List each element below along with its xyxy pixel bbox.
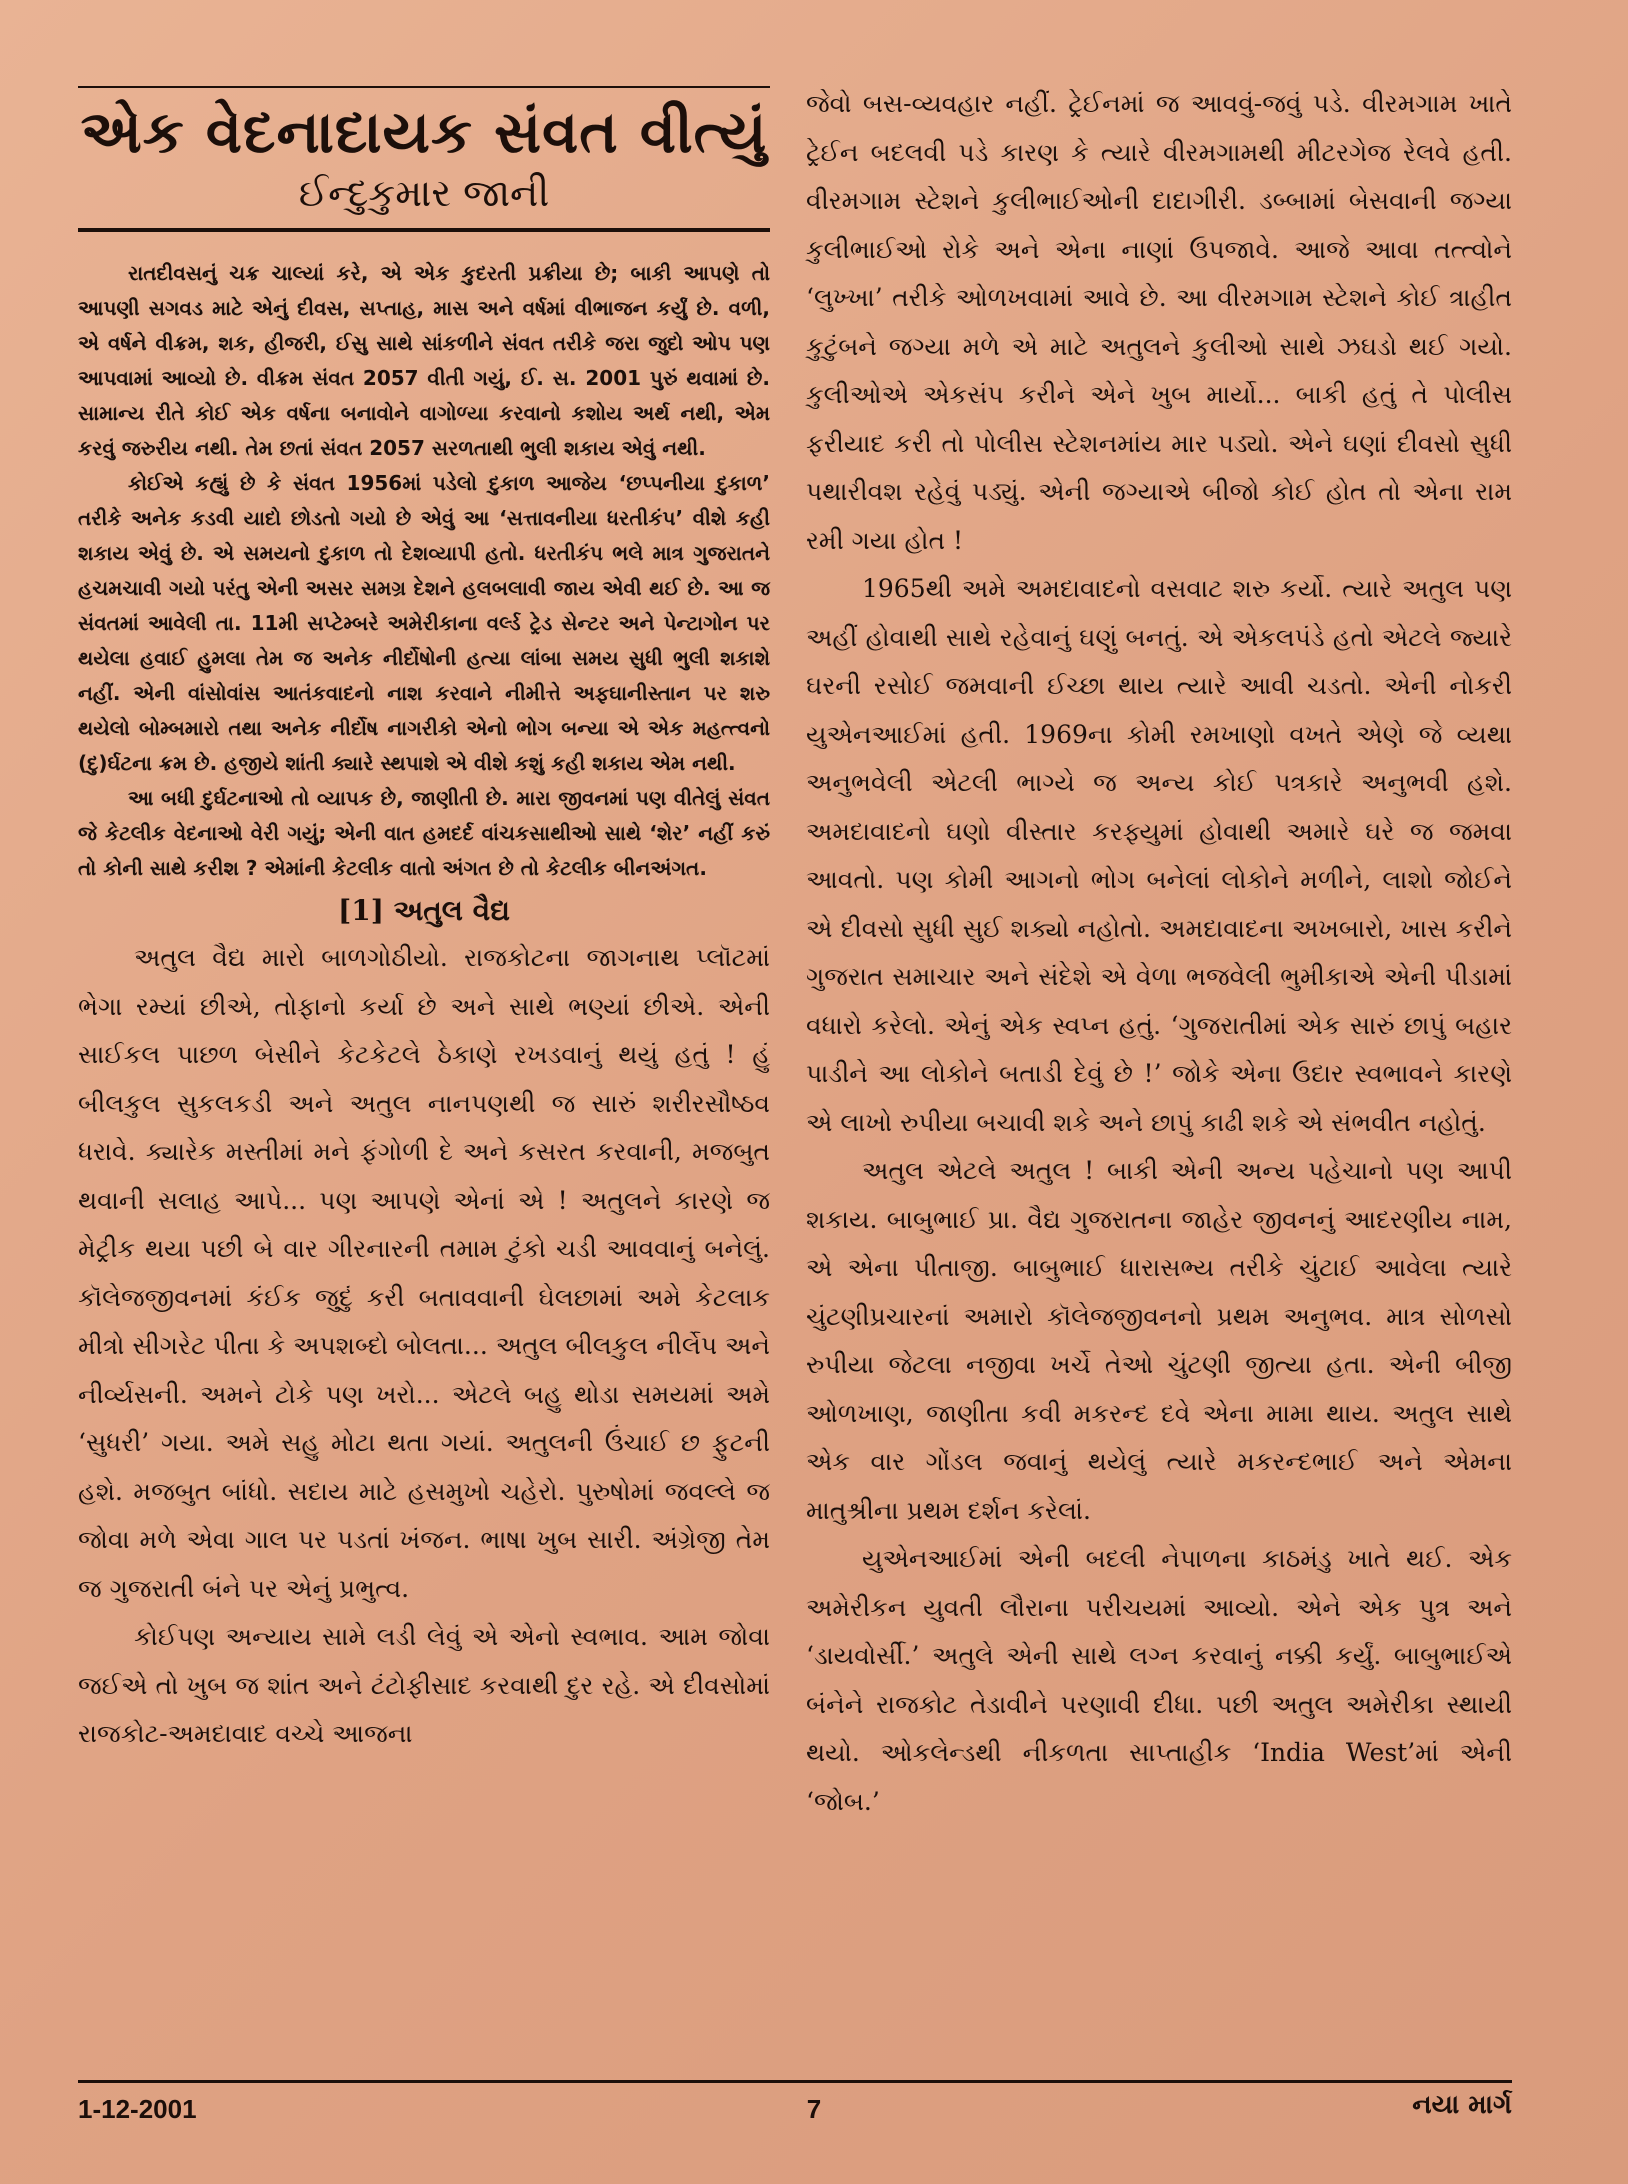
left-body-text xyxy=(78,934,770,1759)
body-paragraph: 1965થી અમે અમદાવાદનો વસવાટ શરુ કર્યો. ત્યારે અતુલ પણ અહીં હોવાથી સાથે રહેવાનું ઘણું બનતું. એ એકલપંડે હતો એટલે જ્યારે ઘરની રસોઈ જમવાની ઈચ્છા થાય ત્યારે આવી ચડતો. એની નોકરી યુએનઆઈમાં હતી. 1969ના કોમી રમખાણો વખતે એણે જે વ્યથા અનુભવેલી એટલી ભાગ્યે જ અન્ય કોઈ પત્રકારે અનુભવી હશે. અમદાવાદનો ઘણો વીસ્તાર કરફ્યુમાં હોવાથી અમારે ઘરે જ જમવા આવતો. પણ કોમી આગનો ભોગ બનેલાં લોકોને મળીને, લાશો જોઈને એ દીવસો સુધી સુઈ શક્યો નહોતો. અમદાવાદના અખબારો, ખાસ કરીને ગુજરાત સમાચાર અને સંદેશે એ વેળા ભજવેલી ભુમીકાએ એની પીડામાં વધારો કરેલો. એનું એક સ્વપ્ન હતું. ‘ગુજરાતીમાં એક સારું છાપું બહાર પાડીને આ લોકોને બતાડી દેવું છે !’ જોકે એના ઉદાર સ્વભાવને કારણે એ લાખો રુપીયા બચાવી શકે અને છાપું કાઢી શકે એ સંભવીત નહોતું. xyxy=(806,574,1512,1137)
right-body-text xyxy=(806,80,1512,1826)
body-paragraph: અતુલ વૈદ્ય મારો બાળગોઠીયો. રાજકોટના જાગનાથ પ્લૉટમાં ભેગા રમ્યાં છીએ, તોફાનો કર્યા છે અને સાથે ભણ્યાં છીએ. એની સાઈકલ પાછળ બેસીને કેટકેટલે ઠેકાણે રખડવાનું થયું હતું ! હું બીલકુલ સુકલકડી અને અતુલ નાનપણથી જ સારું શરીરસૌષ્ઠવ ધરાવે. ક્યારેક મસ્તીમાં મને ફંગોળી દે અને કસરત કરવાની, મજબુત થવાની સલાહ આપે... પણ આપણે એનાં એ ! અતુલને કારણે જ મેટ્રીક થયા પછી બે વાર ગીરનારની તમામ ટુંકો ચડી આવવાનું બનેલું. કૉલેજજીવનમાં કંઈક જુદું કરી બતાવવાની ઘેલછામાં અમે કેટલાક મીત્રો સીગરેટ પીતા કે અપશબ્દો બોલતા... અતુલ બીલકુલ નીર્લેપ અને નીર્વ્યસની. અમને ટોકે પણ ખરો... એટલે બહુ થોડા સમયમાં અમે ‘સુધરી’ ગયા. અમે સહુ મોટા થતા ગયાં. અતુલની ઉંચાઈ છ ફુટની હશે. મજબુત બાંધો. સદાય માટે હસમુખો ચહેરો. પુરુષોમાં જવલ્લે જ જોવા મળે એવા ગાલ પર પડતાં ખંજન. ભાષા ખુબ સારી. અંગ્રેજી તેમ જ ગુજરાતી બંને પર એનું પ્રભુત્વ. xyxy=(78,943,770,1603)
footer-date: 1-12-2001 xyxy=(78,2094,197,2124)
section-heading: [1] અતુલ વૈદ્ય xyxy=(337,894,511,927)
body-paragraph: જેવો બસ-વ્યવહાર નહીં. ટ્રેઈનમાં જ આવવું-જવું પડે. વીરમગામ ખાતે ટ્રેઈન બદલવી પડે કારણ કે ત્યારે વીરમગામથી મીટરગેજ રેલવે હતી. વીરમગામ સ્ટેશને કુલીભાઈઓની દાદાગીરી. ડબ્બામાં બેસવાની જગ્યા કુલીભાઈઓ રોકે અને એના નાણાં ઉપજાવે. આજે આવા તત્ત્વોને ‘લુખ્ખા’ તરીકે ઓળખવામાં આવે છે. આ વીરમગામ સ્ટેશને કોઈ ત્રાહીત કુટુંબને જગ્યા મળે એ માટે અતુલને કુલીઓ સાથે ઝઘડો થઈ ગયો. કુલીઓએ એકસંપ કરીને એને ખુબ માર્યો... બાકી હતું તે પોલીસ ફરીયાદ કરી તો પોલીસ સ્ટેશનમાંય માર પડ્યો. એને ઘણાં દીવસો સુધી પથારીવશ રહેવું પડ્યું. એની જગ્યાએ બીજો કોઈ હોત તો એના રામ રમી ગયા હોત ! xyxy=(806,89,1512,555)
article-author: ઈન્દુકુમાર જાની xyxy=(298,171,550,215)
title-bottom-rule xyxy=(78,228,770,232)
magazine-name: નયા માર્ગ xyxy=(1412,2090,1512,2120)
body-paragraph: અતુલ એટલે અતુલ ! બાકી એની અન્ય પહેચાનો પણ આપી શકાય. બાબુભાઈ પ્રા. વૈદ્ય ગુજરાતના જાહેર જીવનનું આદરણીય નામ, એ એના પીતાજી. બાબુભાઈ ધારાસભ્ય તરીકે ચુંટાઈ આવેલા ત્યારે ચુંટણીપ્રચારનાં અમારો કૉલેજજીવનનો પ્રથમ અનુભવ. માત્ર સોળસો રુપીયા જેટલા નજીવા ખર્ચે તેઓ ચુંટણી જીત્યા હતા. એની બીજી ઓળખાણ, જાણીતા કવી મકરન્દ દવે એના મામા થાય. અતુલ સાથે એક વાર ગોંડલ જવાનું થયેલું ત્યારે મકરન્દભાઈ અને એમના માતુશ્રીના પ્રથમ દર્શન કરેલાં. xyxy=(806,1156,1512,1525)
intro-paragraph: આ બધી દુર્ઘટનાઓ તો વ્યાપક છે, જાણીતી છે. મારા જીવનમાં પણ વીતેલું સંવત જે કેટલીક વેદનાઓ વેરી ગયું; એની વાત હમદર્દ વાંચકસાથીઓ સાથે ‘શેર’ નહીં કરું તો કોની સાથે કરીશ ? એમાંની કેટલીક વાતો અંગત છે તો કેટલીક બીનઅંગત. xyxy=(78,786,770,880)
title-top-rule xyxy=(78,86,770,88)
article-title: એક વેદનાદાયક સંવત વીત્યું xyxy=(80,98,768,166)
intro-text xyxy=(78,256,770,886)
footer-rule xyxy=(78,2080,1512,2083)
left-column xyxy=(78,86,770,1759)
body-paragraph: યુએનઆઈમાં એની બદલી નેપાળના કાઠમંડુ ખાતે થઈ. એક અમેરીકન યુવતી લૌરાના પરીચયમાં આવ્યો. એને એક પુત્ર અને ‘ડાયવોર્સી.’ અતુલે એની સાથે લગ્ન કરવાનું નક્કી કર્યું. બાબુભાઈએ બંનેને રાજકોટ તેડાવીને પરણાવી દીધા. પછી અતુલ અમેરીકા સ્થાયી થયો. ઓકલેન્ડથી નીકળતા સાપ્તાહીક ‘India West’માં એની ‘જોબ.’ xyxy=(806,1544,1512,1816)
body-paragraph: કોઈપણ અન્યાય સામે લડી લેવું એ એનો સ્વભાવ. આમ જોવા જઈએ તો ખુબ જ શાંત અને ટંટોફીસાદ કરવાથી દુર રહે. એ દીવસોમાં રાજકોટ-અમદાવાદ વચ્ચે આજના xyxy=(78,1622,770,1748)
page-number: 7 xyxy=(806,2094,822,2124)
intro-paragraph: રાતદીવસનું ચક્ર ચાલ્યાં કરે, એ એક કુદરતી પ્રક્રીયા છે; બાકી આપણે તો આપણી સગવડ માટે એનું દીવસ, સપ્તાહ, માસ અને વર્ષમાં વીભાજન કર્યું છે. વળી, એ વર્ષને વીક્રમ, શક, હીજરી, ઈસુ સાથે સાંકળીને સંવત તરીકે જરા જુદો ઓપ પણ આપવામાં આવ્યો છે. વીક્રમ સંવત 2057 વીતી ગયું, ઈ. સ. 2001 પુરું થવામાં છે. સામાન્ય રીતે કોઈ એક વર્ષના બનાવોને વાગોળ્યા કરવાનો કશોય અર્થ નથી, એમ કરવું જરુરીય નથી. તેમ છતાં સંવત 2057 સરળતાથી ભુલી શકાય એવું નથી. xyxy=(78,261,770,460)
intro-paragraph: કોઈએ કહ્યું છે કે સંવત 1956માં પડેલો દુકાળ આજેય ‘છપ્પનીયા દુકાળ’ તરીકે અનેક કડવી યાદો છોડતો ગયો છે એવું આ ‘સત્તાવનીયા ધરતીકંપ’ વીશે કહી શકાય એવું છે. એ સમયનો દુકાળ તો દેશવ્યાપી હતો. ધરતીકંપ ભલે માત્ર ગુજરાતને હચમચાવી ગયો પરંતુ એની અસર સમગ્ર દેશને હલબલાવી જાય એવી થઈ છે. આ જ સંવતમાં આવેલી તા. 11મી સપ્ટેમ્બરે અમેરીકાના વર્લ્ડ ટ્રેડ સેન્ટર અને પેન્ટાગોન પર થયેલા હવાઈ હુમલા તેમ જ અનેક નીર્દોષોની હત્યા લાંબા સમય સુધી ભુલી શકાશે નહીં. એની વાંસોવાંસ આતંકવાદનો નાશ કરવાને નીમીત્તે અફઘાનીસ્તાન પર શરુ થયેલો બોમ્બમારો તથા અનેક નીર્દોષ નાગરીકો એનો ભોગ બન્યા એ એક મહત્ત્વનો (દુ)ર્ઘટના ક્રમ છે. હજીયે શાંતી ક્યારે સ્થપાશે એ વીશે કશું કહી શકાય એમ નથી. xyxy=(78,471,770,775)
right-column xyxy=(806,80,1512,1826)
